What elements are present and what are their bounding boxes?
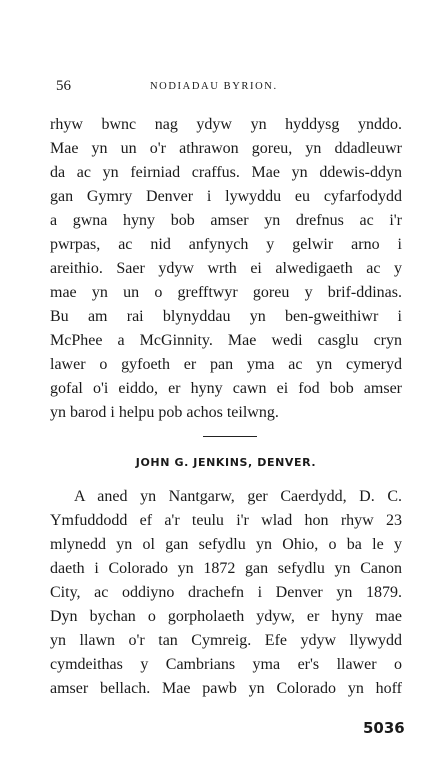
text-line: Dyn bychan o gorpholaeth ydyw, er hyny mae [50, 608, 402, 625]
paragraph-continued [50, 113, 402, 425]
text-line: rhyw bwnc nag ydyw yn hyddysg ynddo. [50, 116, 402, 133]
text-line: gofal o'i eiddo, er hyny cawn ei fod bob amser [50, 380, 402, 397]
text-line: yn llawn o'r tan Cymreig. Efe ydyw llywydd [50, 632, 402, 649]
text-line: gan Gymry Denver i lywyddu eu cyfarfodydd [50, 188, 402, 205]
text-line: Ymfuddodd ef a'r teulu i'r wlad hon rhyw 23 [50, 512, 402, 529]
text-line: amser bellach. Mae pawb yn Colorado yn hoff [50, 680, 402, 697]
text-line: da ac yn feirniad craffus. Mae yn ddewis-ddyn [50, 164, 402, 181]
text-line: lawer o gyfoeth er pan yma ac yn cymeryd [50, 356, 402, 373]
section-divider [203, 436, 257, 437]
running-head: NODIADAU BYRION. [150, 81, 278, 92]
text-line: Mae yn un o'r athrawon goreu, yn ddadleuwr [50, 140, 402, 157]
text-line: areithio. Saer ydyw wrth ei alwedigaeth ac y [50, 260, 402, 277]
catalog-number: 5036 [363, 719, 405, 737]
text-line: pwrpas, ac nid anfynych y gelwir arno i [50, 236, 402, 253]
paragraph-biography [50, 485, 402, 701]
page-number: 56 [56, 78, 71, 94]
text-line: a gwna hyny bob amser yn drefnus ac i'r [50, 212, 402, 229]
text-line: McPhee a McGinnity. Mae wedi casglu cryn [50, 332, 402, 349]
text-line: mlynedd yn ol gan sefydlu yn Ohio, o ba le y [50, 536, 402, 553]
text-line: yn barod i helpu pob achos teilwng. [50, 404, 279, 421]
section-heading: JOHN G. JENKINS, DENVER. [135, 456, 317, 469]
text-line: mae yn un o grefftwyr goreu y brif-ddinas. [50, 284, 402, 301]
text-line: daeth i Colorado yn 1872 gan sefydlu yn Canon [50, 560, 402, 577]
text-line: City, ac oddiyno drachefn i Denver yn 1879. [50, 584, 402, 601]
text-line: A aned yn Nantgarw, ger Caerdydd, D. C. [74, 488, 402, 505]
text-line: cymdeithas y Cambrians yma er's llawer o [50, 656, 402, 673]
text-line: Bu am rai blynyddau yn ben-gweithiwr i [50, 308, 402, 325]
